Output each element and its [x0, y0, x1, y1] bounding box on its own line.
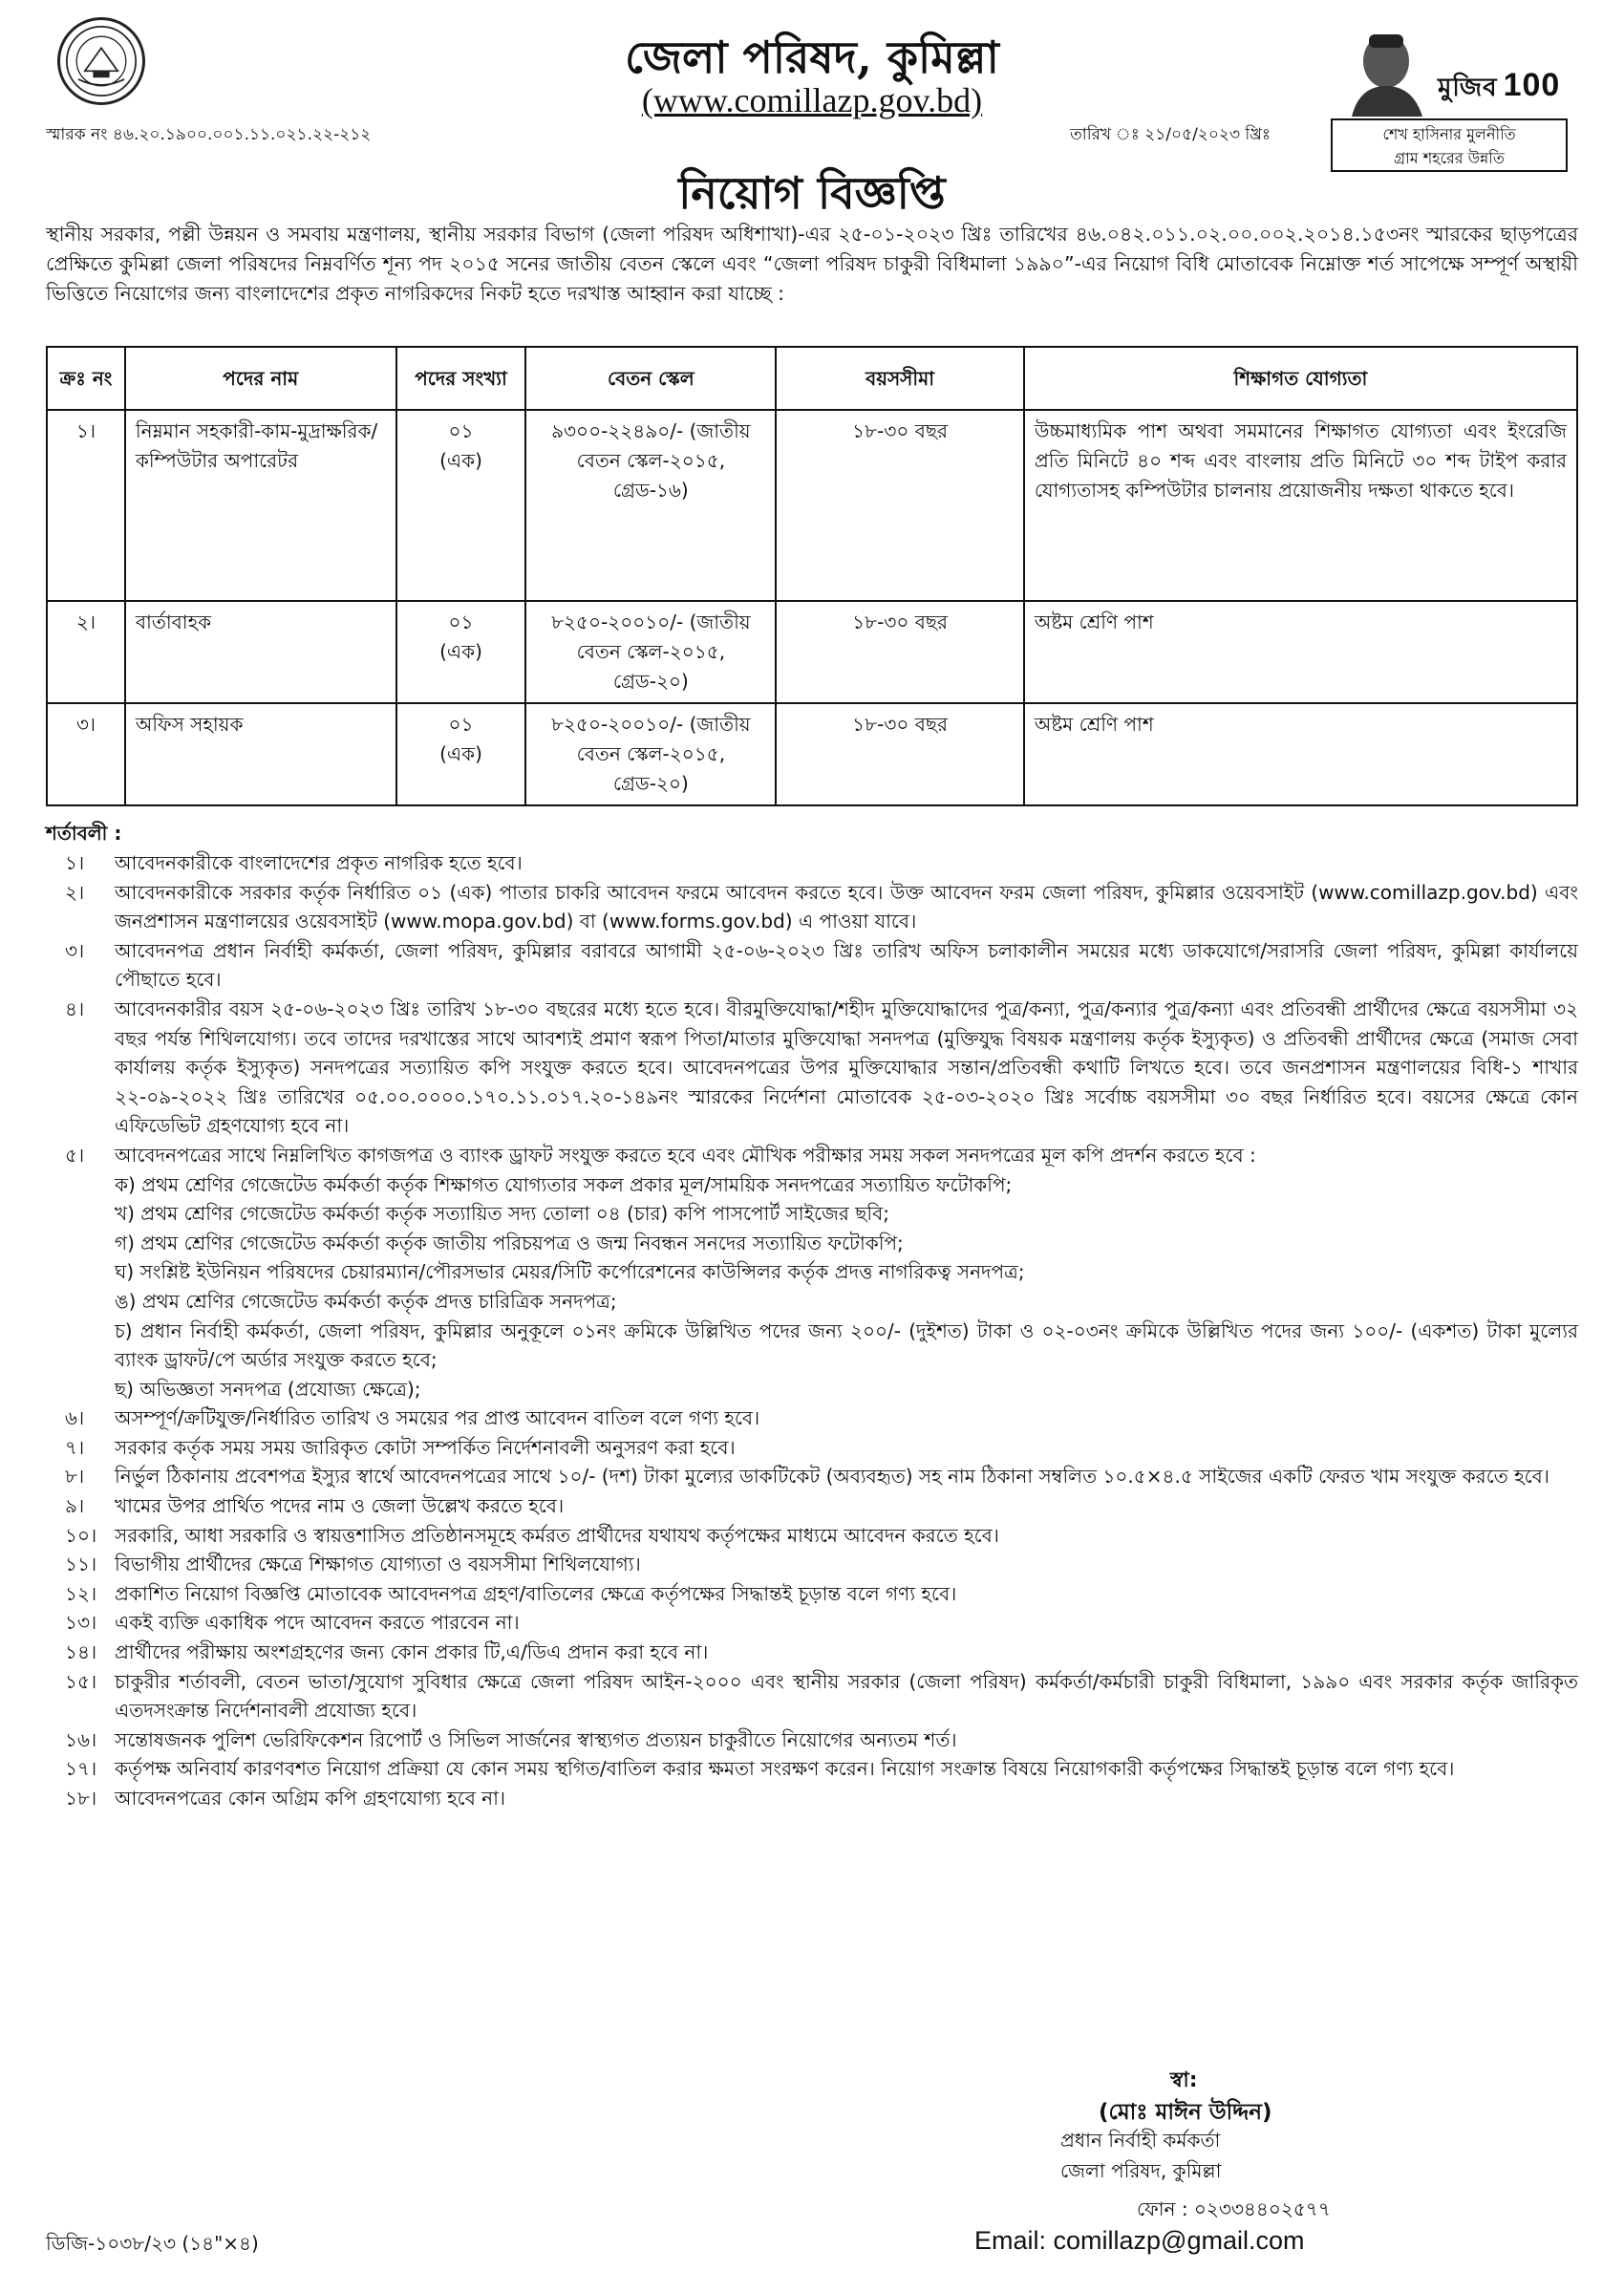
list-item [46, 1638, 1578, 1667]
list-item [46, 1521, 1578, 1551]
cell-sl: ৩। [47, 703, 125, 805]
memo-date: তারিখ ঃ ২১/০৫/২০২৩ খ্রিঃ [1070, 125, 1271, 144]
item-number: ১৩। [65, 1611, 97, 1635]
count-number: ০১ [448, 611, 474, 633]
sub-item: ঙ) প্রথম শ্রেণির গেজেটেড কর্মকর্তা কর্তৃক প্রদত্ত চারিত্রিক সনদপত্র; [115, 1289, 617, 1313]
cell-count [396, 601, 526, 703]
list-item [46, 1550, 1578, 1579]
table-header-row [47, 347, 1577, 410]
slogan-line-2: গ্রাম শহরের উন্নতি [1394, 149, 1505, 167]
conditions-list [46, 848, 1578, 1813]
list-item [46, 1433, 1578, 1463]
org-website: (www.comillazp.gov.bd) [641, 81, 983, 119]
item-number: ১৬। [65, 1727, 97, 1751]
count-number: ০১ [448, 419, 474, 442]
item-number: ৮। [65, 1465, 85, 1489]
table-row [47, 703, 1577, 805]
item-text: আবেদনপত্র প্রধান নির্বাহী কর্মকর্তা, জেলা পরিষদ, কুমিল্লার বরাবরে আগামী ২৫-০৬-২০২৩ খ্রিঃ তারিখ অফিস চলাকালীন সময়ের মধ্যে ডাকযোগে/সরাসরি জেলা পরিষদ, কুমিল্লা কার্যালয়ে পৌছাতে হবে। [115, 938, 1578, 992]
item-text: আবেদনপত্রের সাথে নিম্নলিখিত কাগজপত্র ও ব্যাংক ড্রাফট সংযুক্ত করতে হবে এবং মৌখিক পরীক্ষার সময় সকল সনদপত্রের মূল কপি প্রদর্শন করতে হবে : [115, 1143, 1256, 1167]
count-words: (এক) [439, 449, 482, 472]
cell-post: বার্তাবাহক [125, 601, 396, 703]
item-number: ১৭। [65, 1757, 97, 1781]
header-sl: ক্রঃ নং [47, 347, 125, 410]
item-text: একই ব্যক্তি একাধিক পদে আবেদন করতে পারবেন না। [115, 1611, 520, 1635]
list-item [46, 1667, 1578, 1725]
mujib-logo-number: 100 [1503, 67, 1561, 103]
list-item [46, 1141, 1578, 1404]
memo-number: স্মারক নং ৪৬.২০.১৯০০.০০১.১১.০২১.২২-২১২ [46, 125, 372, 144]
item-number: ১০। [65, 1523, 97, 1547]
item-text: নির্ভুল ঠিকানায় প্রবেশপত্র ইস্যুর স্বার্থে আবেদনপত্রের সাথে ১০/- (দশ) টাকা মুল্যের ডাকটিকেট (অব্যবহৃত) সহ নাম ঠিকানা সম্বলিত ১০.৫×৪.৫ সাইজের একটি ফেরত খাম সংযুক্ত করতে হবে। [115, 1465, 1549, 1489]
item-text: আবেদনকারীর বয়স ২৫-০৬-২০২৩ খ্রিঃ তারিখ ১৮-৩০ বছরের মধ্যে হতে হবে। বীরমুক্তিযোদ্ধা/শহীদ মুক্তিযোদ্ধাদের পুত্র/কন্যা, পুত্র/কন্যার পুত্র/কন্যা এবং প্রতিবন্ধী প্রার্থীদের ক্ষেত্রে বয়সসীমা ৩২ বছর পর্যন্ত শিথিলযোগ্য। তবে তাদের দরখাস্তের সাথে আবশ্যই প্রমাণ স্বরূপ পিতা/মাতার মুক্তিযোদ্ধা সনদপত্র (মুক্তিযুদ্ধ বিষয়ক মন্ত্রণালয় কর্তৃক ইস্যুকৃত) ও প্রতিবন্ধী প্রার্থীদের ক্ষেত্রে (সমাজ সেবা কার্যালয় কর্তৃক ইস্যুকৃত) সনদপত্রের সত্যায়িত কপি সংযুক্ত করতে হবে। আবেদনপত্রের উপর মুক্তিযোদ্ধার সন্তান/প্রতিবন্ধী কথাটি লিখতে হবে। তবে জনপ্রশাসন মন্ত্রণালয়ের বিধি-১ শাখার ২২-০৯-২০২২ খ্রিঃ তারিখের ০৫.০০.০০০০.১৭০.১১.০১৭.২০-১৪৯নং স্মারকের নির্দেশনা মোতাবেক ২৫-০৩-২০২০ খ্রিঃ সর্বোচ্চ বয়সসীমা ৩০ বছর নির্ধারিত হবে। বয়সের ক্ষেত্রে কোন এফিডেভিট গ্রহণযোগ্য হবে না। [115, 996, 1578, 1138]
cell-edu: অষ্টম শ্রেণি পাশ [1024, 703, 1577, 805]
item-text: খামের উপর প্রার্থিত পদের নাম ও জেলা উল্লেখ করতে হবে। [115, 1494, 565, 1518]
count-words: (এক) [439, 742, 482, 765]
notice-title: নিয়োগ বিজ্ঞপ্তি [678, 167, 946, 219]
mujib-100-logo [1331, 29, 1568, 117]
table-row [47, 601, 1577, 703]
list-item [46, 1579, 1578, 1609]
item-number: ১৪। [65, 1640, 97, 1664]
item-number: ৭। [65, 1435, 85, 1459]
list-item [46, 1754, 1578, 1784]
item-text: প্রার্থীদের পরীক্ষায় অংশগ্রহণের জন্য কোন প্রকার টি,এ/ডিএ প্রদান করা হবে না। [115, 1640, 709, 1664]
mujib-logo-text: মুজিব [1438, 74, 1498, 102]
list-item [46, 1725, 1578, 1755]
count-words: (এক) [439, 640, 482, 663]
item-number: ৪। [65, 996, 85, 1020]
signatory-office: জেলা পরিষদ, কুমিল্লা [1060, 2159, 1222, 2182]
cell-edu: উচ্চমাধ্যমিক পাশ অথবা সমমানের শিক্ষাগত যোগ্যতা এবং ইংরেজি প্রতি মিনিটে ৪০ শব্দ এবং বাংলায় প্রতি মিনিটে ৩০ শব্দ টাইপ করার যোগ্যতাসহ কম্পিউটার চালনায় প্রয়োজনীয় দক্ষতা থাকতে হবে। [1024, 410, 1577, 601]
cell-post: অফিস সহায়ক [125, 703, 396, 805]
intro-paragraph: স্থানীয় সরকার, পল্লী উন্নয়ন ও সমবায় মন্ত্রণালয়, স্থানীয় সরকার বিভাগ (জেলা পরিষদ অধিশাখা)-এর ২৫-০১-২০২৩ খ্রিঃ তারিখের ৪৬.০৪২.০১১.০২.০০.০০২.২০১৪.১৫৩নং স্মারকের ছাড়পত্রের প্রেক্ষিতে কুমিল্লা জেলা পরিষদের নিম্নবর্ণিত শূন্য পদ ২০১৫ সনের জাতীয় বেতন স্কেলে এবং “জেলা পরিষদ চাকুরী বিধিমালা ১৯৯০”-এর নিয়োগ বিধি মোতাবেক নিম্নোক্ত শর্ত সাপেক্ষে সম্পূর্ণ অস্থায়ী ভিত্তিতে নিয়োগের জন্য বাংলাদেশের প্রকৃত নাগরিকদের নিকট হতে দরখাস্ত আহ্বান করা যাচ্ছে : [46, 223, 1578, 305]
header-post: পদের নাম [125, 347, 396, 410]
org-title: জেলা পরিষদ, কুমিল্লা [625, 32, 999, 83]
signatory-phone: ফোন : ০২৩৩৪৪০২৫৭৭ [1137, 2197, 1331, 2220]
item-number: ১১। [65, 1553, 97, 1576]
item-text: অসম্পূর্ণ/ক্রটিযুক্ত/নির্ধারিত তারিখ ও সময়ের পর প্রাপ্ত আবেদন বাতিল বলে গণ্য হবে। [115, 1406, 760, 1430]
list-item [46, 1491, 1578, 1521]
count-number: ০১ [448, 713, 474, 736]
list-item [46, 1784, 1578, 1813]
item-text: কর্তৃপক্ষ অনিবার্য কারণবশত নিয়োগ প্রক্রিয়া যে কোন সময় স্থগিত/বাতিল করার ক্ষমতা সংরক্ষণ করেন। নিয়োগ সংক্রান্ত বিষয়ে নিয়োগকারী কর্তৃপক্ষের সিদ্ধান্তই চূড়ান্ত বলে গণ্য হবে। [115, 1757, 1455, 1781]
cell-edu: অষ্টম শ্রেণি পাশ [1024, 601, 1577, 703]
cell-age: ১৮-৩০ বছর [776, 410, 1024, 601]
item-number: ২। [65, 880, 85, 904]
signature-mark: স্বা: [1170, 2068, 1198, 2092]
item-text: চাকুরীর শর্তাবলী, বেতন ভাতা/সুযোগ সুবিধার ক্ষেত্রে জেলা পরিষদ আইন-২০০০ এবং স্থানীয় সরকার (জেলা পরিষদ) কর্মকর্তা/কর্মচারী চাকুরী বিধিমালা, ১৯৯০ এবং সরকার কর্তৃক জারিকৃত এতদসংক্রান্ত নির্দেশনাবলী প্রযোজ্য হবে। [115, 1669, 1578, 1723]
cell-age: ১৮-৩০ বছর [776, 703, 1024, 805]
header-scale: বেতন স্কেল [525, 347, 776, 410]
header-count: পদের সংখ্যা [396, 347, 526, 410]
item-text: সরকারি, আধা সরকারি ও স্বায়ত্তশাসিত প্রতিষ্ঠানসমূহে কর্মরত প্রার্থীদের যথাযথ কর্তৃপক্ষের মাধ্যমে আবেদন করতে হবে। [115, 1523, 999, 1547]
item-number: ১৫। [65, 1669, 97, 1693]
dg-code: ডিজি-১০৩৮/২৩ (১৪"×৪) [46, 2232, 259, 2255]
cell-count [396, 703, 526, 805]
list-item [46, 1608, 1578, 1638]
item-text: সরকার কর্তৃক সময় সময় জারিকৃত কোটা সম্পর্কিত নির্দেশনাবলী অনুসরণ করা হবে। [115, 1435, 736, 1459]
item-number: ৫। [65, 1143, 85, 1167]
item-number: ৩। [65, 938, 85, 962]
signatory-name: (মোঃ মাঈন উদ্দিন) [1099, 2100, 1272, 2125]
list-item [46, 995, 1578, 1141]
list-item [46, 1462, 1578, 1491]
sub-item: চ) প্রধান নির্বাহী কর্মকর্তা, জেলা পরিষদ, কুমিল্লার অনুকূলে ০১নং ক্রমিকে উল্লিখিত পদের জন্য ২০০/- (দুইশত) টাকা ও ০২-০৩নং ক্রমিকে উল্লিখিত পদের জন্য ১০০/- (একশত) টাকা মুল্যের ব্যাংক ড্রাফট/পে অর্ডার সংযুক্ত করতে হবে; [115, 1318, 1579, 1372]
sub-item: খ) প্রথম শ্রেণির গেজেটেড কর্মকর্তা কর্তৃক সত্যায়িত সদ্য তোলা ০৪ (চার) কপি পাসপোর্ট সাইজের ছবি; [115, 1202, 889, 1226]
cell-sl: ২। [47, 601, 125, 703]
item-text: প্রকাশিত নিয়োগ বিজ্ঞপ্তি মোতাবেক আবেদনপত্র গ্রহণ/বাতিলের ক্ষেত্রে কর্তৃপক্ষের সিদ্ধান্তই চূড়ান্ত বলে গণ্য হবে। [115, 1581, 957, 1605]
portrait-icon [1331, 29, 1436, 117]
item-text: আবেদনকারীকে বাংলাদেশের প্রকৃত নাগরিক হতে হবে। [115, 851, 523, 874]
cell-count [396, 410, 526, 601]
item-number: ৬। [65, 1406, 85, 1430]
contact-email[interactable]: Email: comillazp@gmail.com [974, 2226, 1305, 2255]
slogan-line-1: শেখ হাসিনার মুলনীতি [1382, 125, 1516, 143]
sub-item: ছ) অভিজ্ঞতা সনদপত্র (প্রযোজ্য ক্ষেত্রে); [115, 1377, 421, 1401]
header-edu: শিক্ষাগত যোগ্যতা [1024, 347, 1577, 410]
list-item [46, 848, 1578, 878]
list-item [46, 878, 1578, 936]
item-number: ৯। [65, 1494, 85, 1518]
signatory-designation: প্রধান নির্বাহী কর্মকর্তা [1060, 2129, 1221, 2152]
cell-scale: ৮২৫০-২০০১০/- (জাতীয় বেতন স্কেল-২০১৫, গ্রেড-২০) [525, 601, 776, 703]
cell-age: ১৮-৩০ বছর [776, 601, 1024, 703]
cell-scale: ৮২৫০-২০০১০/- (জাতীয় বেতন স্কেল-২০১৫, গ্রেড-২০) [525, 703, 776, 805]
item-text: আবেদনপত্রের কোন অগ্রিম কপি গ্রহণযোগ্য হবে না। [115, 1787, 506, 1810]
header-age: বয়সসীমা [776, 347, 1024, 410]
item-number: ১। [65, 851, 85, 874]
item-number: ১৮। [65, 1787, 97, 1810]
item-number: ১২। [65, 1581, 97, 1605]
sub-item: ক) প্রথম শ্রেণির গেজেটেড কর্মকর্তা কর্তৃক শিক্ষাগত যোগ্যতার সকল প্রকার মূল/সাময়িক সনদপত্রের সত্যায়িত ফটোকপি; [115, 1172, 1013, 1196]
item-text: সন্তোষজনক পুলিশ ভেরিফিকেশন রিপোর্ট ও সিভিল সার্জনের স্বাস্থ্যগত প্রত্যয়ন চাকুরীতে নিয়োগের অন্যতম শর্ত। [115, 1727, 957, 1751]
conditions-title: শর্তাবলী : [46, 822, 122, 845]
list-item [46, 1404, 1578, 1433]
posts-table [46, 346, 1578, 806]
list-item [46, 936, 1578, 995]
cell-post: নিম্নমান সহকারী-কাম-মুদ্রাক্ষরিক/ কম্পিউটার অপারেটর [125, 410, 396, 601]
item-text: আবেদনকারীকে সরকার কর্তৃক নির্ধারিত ০১ (এক) পাতার চাকরি আবেদন ফরমে আবেদন করতে হবে। উক্ত আবেদন ফরম জেলা পরিষদ, কুমিল্লার ওয়েবসাইট (www.comillazp.gov.bd) এবং জনপ্রশাসন মন্ত্রণালয়ের ওয়েবসাইট (www.mopa.gov.bd) বা (www.forms.gov.bd) এ পাওয়া যাবে। [115, 880, 1578, 933]
table-row [47, 410, 1577, 601]
cell-scale: ৯৩০০-২২৪৯০/- (জাতীয় বেতন স্কেল-২০১৫, গ্রেড-১৬) [525, 410, 776, 601]
cell-sl: ১। [47, 410, 125, 601]
sub-item: গ) প্রথম শ্রেণির গেজেটেড কর্মকর্তা কর্তৃক জাতীয় পরিচয়পত্র ও জন্ম নিবন্ধন সনদের সত্যায়িত ফটোকপি; [115, 1231, 904, 1254]
sub-item: ঘ) সংশ্লিষ্ট ইউনিয়ন পরিষদের চেয়ারম্যান/পৌরসভার মেয়র/সিটি কর্পোরেশনের কাউন্সিলর কর্তৃক প্রদত্ত নাগরিকত্ব সনদপত্র; [115, 1260, 1025, 1284]
item-text: বিভাগীয় প্রার্থীদের ক্ষেত্রে শিক্ষাগত যোগ্যতা ও বয়সসীমা শিথিলযোগ্য। [115, 1553, 641, 1576]
